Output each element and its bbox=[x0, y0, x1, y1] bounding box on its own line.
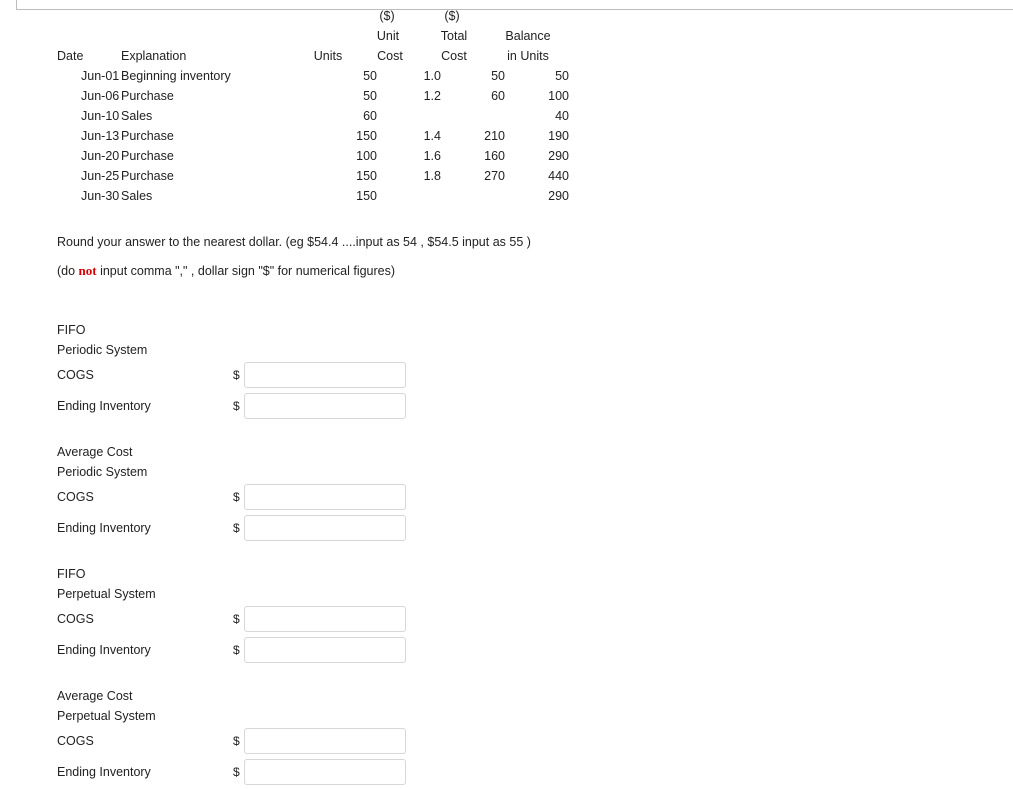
row-balance: 440 bbox=[548, 169, 569, 183]
row-date: Jun-01 bbox=[81, 69, 120, 83]
average-periodic-cogs-input[interactable] bbox=[244, 484, 406, 510]
system-title: Perpetual System bbox=[57, 587, 156, 601]
ending-inventory-label: Ending Inventory bbox=[57, 521, 151, 535]
fifo-periodic-ending-inventory-input[interactable] bbox=[244, 393, 406, 419]
row-unit-cost: 1.2 bbox=[423, 89, 441, 103]
row-total-cost: 210 bbox=[484, 129, 505, 143]
row-units: 100 bbox=[356, 149, 377, 163]
fifo-periodic-cogs-input[interactable] bbox=[244, 362, 406, 388]
dollar-sign: $ bbox=[233, 765, 240, 779]
table-row bbox=[0, 189, 600, 207]
cogs-label: COGS bbox=[57, 490, 94, 504]
balance-header-line2: in Units bbox=[507, 49, 549, 63]
unit-cost-currency: ($) bbox=[379, 9, 395, 23]
row-units: 60 bbox=[363, 109, 377, 123]
total-cost-header-line1: Total bbox=[440, 29, 468, 43]
row-explanation: Sales bbox=[121, 189, 153, 203]
row-unit-cost: 1.6 bbox=[423, 149, 441, 163]
row-balance: 190 bbox=[548, 129, 569, 143]
row-date: Jun-06 bbox=[81, 89, 120, 103]
system-title: Periodic System bbox=[57, 343, 148, 357]
cogs-label: COGS bbox=[57, 612, 94, 626]
table-row bbox=[0, 89, 600, 107]
ending-inventory-label: Ending Inventory bbox=[57, 399, 151, 413]
dollar-sign: $ bbox=[233, 643, 240, 657]
average-periodic-ending-inventory-input[interactable] bbox=[244, 515, 406, 541]
dollar-sign: $ bbox=[233, 399, 240, 413]
row-units: 50 bbox=[363, 89, 377, 103]
dollar-sign: $ bbox=[233, 490, 240, 504]
dollar-sign: $ bbox=[233, 368, 240, 382]
row-units: 150 bbox=[356, 189, 377, 203]
table-row bbox=[0, 169, 600, 187]
row-balance: 40 bbox=[555, 109, 569, 123]
date-header: Date bbox=[57, 49, 84, 63]
cogs-label: COGS bbox=[57, 368, 94, 382]
method-title: FIFO bbox=[57, 323, 86, 337]
row-balance: 50 bbox=[555, 69, 569, 83]
row-date: Jun-20 bbox=[81, 149, 120, 163]
fifo-perpetual-cogs-input[interactable] bbox=[244, 606, 406, 632]
format-instruction-pre: (do bbox=[57, 264, 79, 278]
not-emphasis: not bbox=[78, 263, 97, 278]
row-unit-cost: 1.8 bbox=[423, 169, 441, 183]
total-cost-currency: ($) bbox=[444, 9, 460, 23]
row-explanation: Sales bbox=[121, 109, 153, 123]
average-perpetual-cogs-input[interactable] bbox=[244, 728, 406, 754]
method-title: FIFO bbox=[57, 567, 86, 581]
table-row bbox=[0, 129, 600, 147]
table-row bbox=[0, 69, 600, 87]
fifo-perpetual-ending-inventory-input[interactable] bbox=[244, 637, 406, 663]
method-title: Average Cost bbox=[57, 445, 133, 459]
row-date: Jun-10 bbox=[81, 109, 120, 123]
row-unit-cost: 1.0 bbox=[423, 69, 441, 83]
row-explanation: Purchase bbox=[121, 89, 174, 103]
row-balance: 290 bbox=[548, 189, 569, 203]
row-units: 50 bbox=[363, 69, 377, 83]
ending-inventory-label: Ending Inventory bbox=[57, 765, 151, 779]
row-units: 150 bbox=[356, 129, 377, 143]
format-instruction-post: input comma "," , dollar sign "$" for numerical figures) bbox=[96, 264, 396, 278]
row-total-cost: 270 bbox=[484, 169, 505, 183]
ending-inventory-label: Ending Inventory bbox=[57, 643, 151, 657]
row-explanation: Purchase bbox=[121, 129, 174, 143]
row-total-cost: 50 bbox=[491, 69, 505, 83]
row-unit-cost: 1.4 bbox=[423, 129, 441, 143]
row-units: 150 bbox=[356, 169, 377, 183]
system-title: Perpetual System bbox=[57, 709, 156, 723]
table-row bbox=[0, 109, 600, 127]
row-balance: 100 bbox=[548, 89, 569, 103]
table-row bbox=[0, 149, 600, 167]
dollar-sign: $ bbox=[233, 612, 240, 626]
unit-cost-header-line2: Cost bbox=[377, 49, 403, 63]
total-cost-header-line2: Cost bbox=[441, 49, 467, 63]
format-instruction bbox=[57, 263, 395, 279]
rounding-instruction: Round your answer to the nearest dollar. (eg $54.4 ....input as 54 , $54.5 input as 55 ) bbox=[57, 235, 531, 249]
row-date: Jun-13 bbox=[81, 129, 120, 143]
average-perpetual-ending-inventory-input[interactable] bbox=[244, 759, 406, 785]
method-title: Average Cost bbox=[57, 689, 133, 703]
balance-header-line1: Balance bbox=[505, 29, 551, 43]
row-total-cost: 160 bbox=[484, 149, 505, 163]
row-balance: 290 bbox=[548, 149, 569, 163]
row-date: Jun-25 bbox=[81, 169, 120, 183]
row-explanation: Purchase bbox=[121, 149, 174, 163]
question-frame bbox=[16, 0, 1013, 10]
dollar-sign: $ bbox=[233, 734, 240, 748]
row-date: Jun-30 bbox=[81, 189, 120, 203]
row-explanation: Beginning inventory bbox=[121, 69, 231, 83]
cogs-label: COGS bbox=[57, 734, 94, 748]
row-explanation: Purchase bbox=[121, 169, 174, 183]
unit-cost-header-line1: Unit bbox=[376, 29, 400, 43]
row-total-cost: 60 bbox=[491, 89, 505, 103]
dollar-sign: $ bbox=[233, 521, 240, 535]
system-title: Periodic System bbox=[57, 465, 148, 479]
explanation-header: Explanation bbox=[121, 49, 187, 63]
units-header: Units bbox=[313, 49, 343, 63]
